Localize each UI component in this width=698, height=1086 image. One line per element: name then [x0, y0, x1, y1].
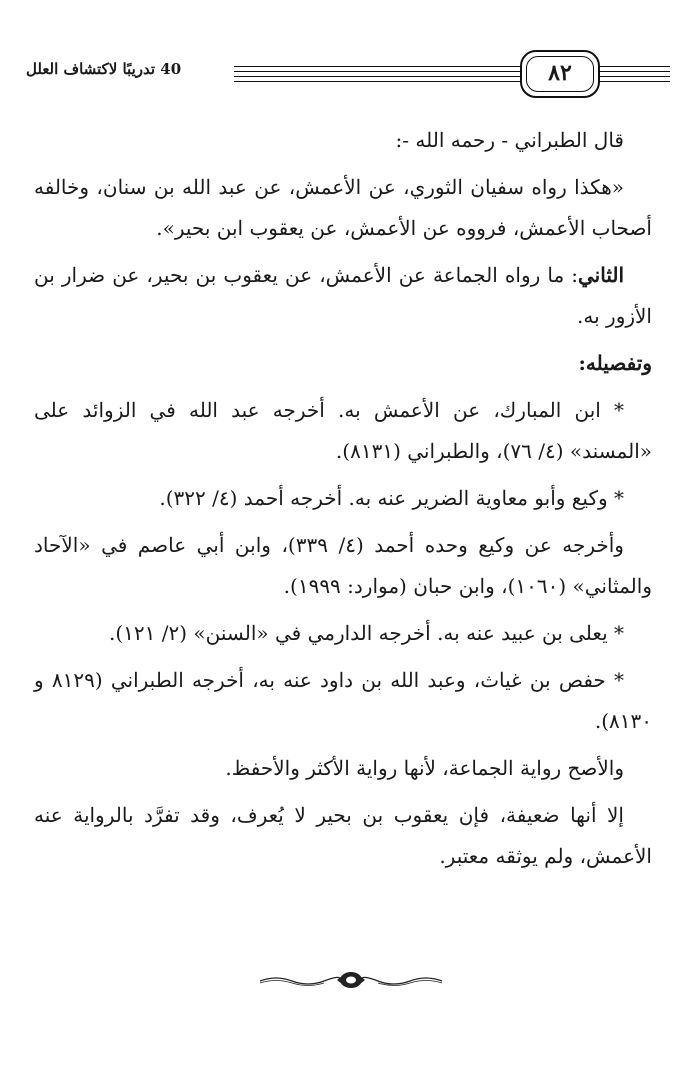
- section-heading: وتفصيله:: [578, 351, 652, 375]
- paragraph: * يعلى بن عبيد عنه به. أخرجه الدارمي في «السنن» (٢/ ١٢١).: [108, 621, 624, 645]
- paragraph: إلا أنها ضعيفة، فإن يعقوب بن بحير لا يُعرف، وقد تفرَّد بالرواية عنه الأعمش، ولم يوثقه معتبر.: [34, 803, 652, 868]
- paragraph: * وكيع وأبو معاوية الضرير عنه به. أخرجه أحمد (٤/ ٣٢٢).: [159, 486, 624, 510]
- paragraph: [34, 255, 652, 337]
- page-number: ٨٢: [548, 60, 572, 86]
- paragraph: * حفص بن غياث، وعبد الله بن داود عنه به، أخرجه الطبراني (٨١٢٩ و ٨١٣٠).: [34, 668, 652, 733]
- paragraph: والأصح رواية الجماعة، لأنها رواية الأكثر والأحفظ.: [225, 756, 624, 780]
- section-label: الثاني: [577, 263, 624, 287]
- header-rules: [234, 66, 670, 82]
- page-number-frame: [520, 50, 600, 98]
- paragraph: قال الطبراني - رحمه الله -:: [395, 128, 624, 152]
- paragraph: وأخرجه عن وكيع وحده أحمد (٤/ ٣٣٩)، وابن أبي عاصم في «الآحاد والمثاني» (١٠٦٠)، وابن حبان (موارد: ١٩٩٩).: [34, 533, 652, 598]
- body-text: [34, 120, 652, 883]
- running-title: 40 تدريبًا لاكتشاف العلل: [26, 60, 182, 78]
- paragraph-text: : ما رواه الجماعة عن الأعمش، عن يعقوب بن بحير، عن ضرار بن الأزور به.: [34, 263, 652, 328]
- page-header: [22, 48, 676, 100]
- paragraph: * ابن المبارك، عن الأعمش به. أخرجه عبد الله في الزوائد على «المسند» (٤/ ٧٦)، والطبراني (٨١٣١).: [34, 398, 652, 463]
- end-ornament-icon: [256, 966, 446, 992]
- paragraph: «هكذا رواه سفيان الثوري، عن الأعمش، عن عبد الله بن سنان، وخالفه أصحاب الأعمش، فرووه عن الأعمش، عن يعقوب ابن بحير».: [34, 175, 652, 240]
